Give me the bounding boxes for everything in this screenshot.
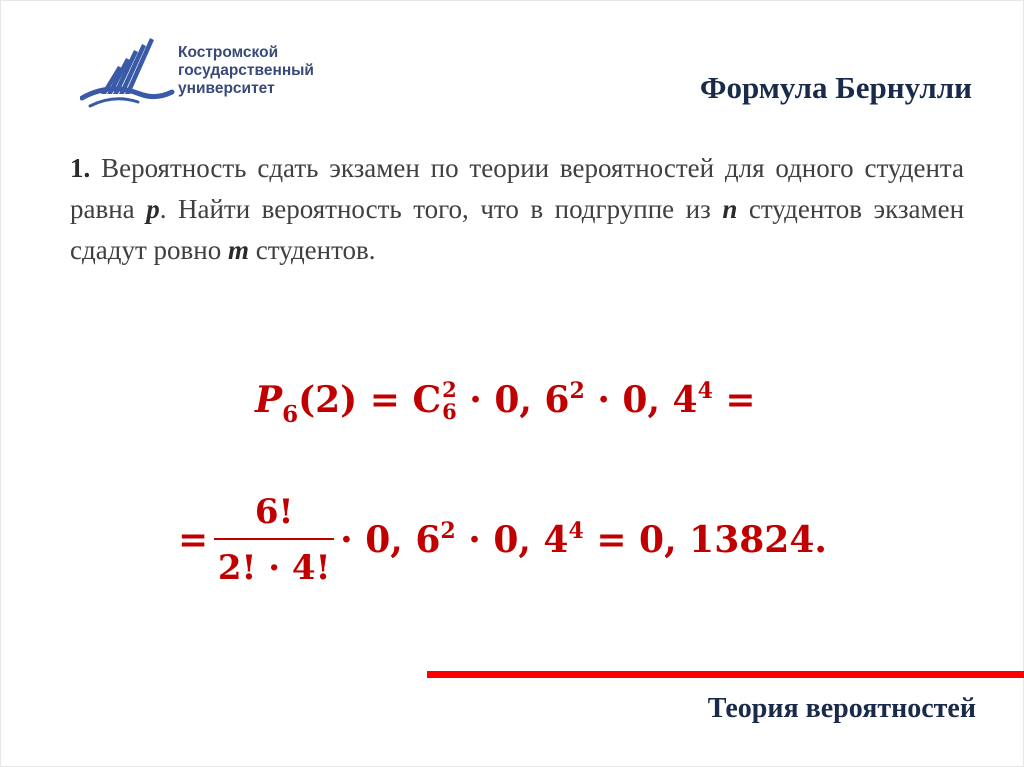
variable-n: n (722, 194, 738, 224)
variable-p: p (146, 194, 160, 224)
problem-text-1: Вероятность сдать экзамен по теории вероятностей для одного студента равна (70, 153, 964, 224)
logo-text (178, 44, 314, 98)
slide-title: Формула Бернулли (699, 70, 972, 105)
problem-text-3: студентов экзамен сдадут ровно (70, 194, 965, 265)
formula1-exponent-1: 2 (569, 378, 585, 404)
formula1-part-1: · 0, 6 (456, 379, 570, 421)
binomial-superscript: 2 (442, 377, 457, 402)
formula2-part-1: · 0, 6 (340, 519, 441, 561)
formula2-exponent-2: 4 (568, 518, 584, 544)
fraction-numerator: 6! (214, 492, 334, 540)
footer-divider (427, 671, 1024, 678)
formula1-exponent-2: 4 (697, 378, 713, 404)
formula-argument: (2) = C (298, 379, 442, 421)
formula2-result: = 0, 13824. (583, 519, 827, 561)
formula-bernoulli-line-2 (178, 480, 827, 600)
problem-number: 1. (70, 153, 91, 183)
formula1-part-2: · 0, 4 (584, 379, 698, 421)
logo-line-3: университет (178, 80, 275, 97)
variable-m: m (227, 235, 249, 265)
formula-P: P (255, 379, 283, 421)
logo-line-1: Костромской (178, 44, 279, 61)
formula2-lead: = (178, 519, 209, 561)
formula-P-subscript: 6 (282, 401, 299, 428)
formula1-tail: = (712, 379, 756, 421)
fraction-denominator: 2! · 4! (217, 548, 331, 588)
problem-text-4: студентов. (248, 235, 376, 265)
binomial-subscript: 6 (442, 399, 457, 424)
formula2-part-2: · 0, 4 (455, 519, 569, 561)
formula-bernoulli-line-1 (255, 378, 756, 427)
footer-label: Теория вероятностей (707, 693, 976, 724)
formula2-rest (340, 519, 827, 561)
factorial-fraction (214, 492, 334, 588)
kostroma-university-logo-icon (80, 36, 176, 116)
formula2-exponent-1: 2 (440, 518, 456, 544)
logo-line-2: государственный (178, 62, 314, 79)
binomial-indices (442, 379, 457, 423)
university-logo (80, 36, 350, 116)
problem-text-2: . Найти вероятность того, что в подгруппе из (159, 194, 723, 224)
problem-statement (70, 148, 964, 271)
